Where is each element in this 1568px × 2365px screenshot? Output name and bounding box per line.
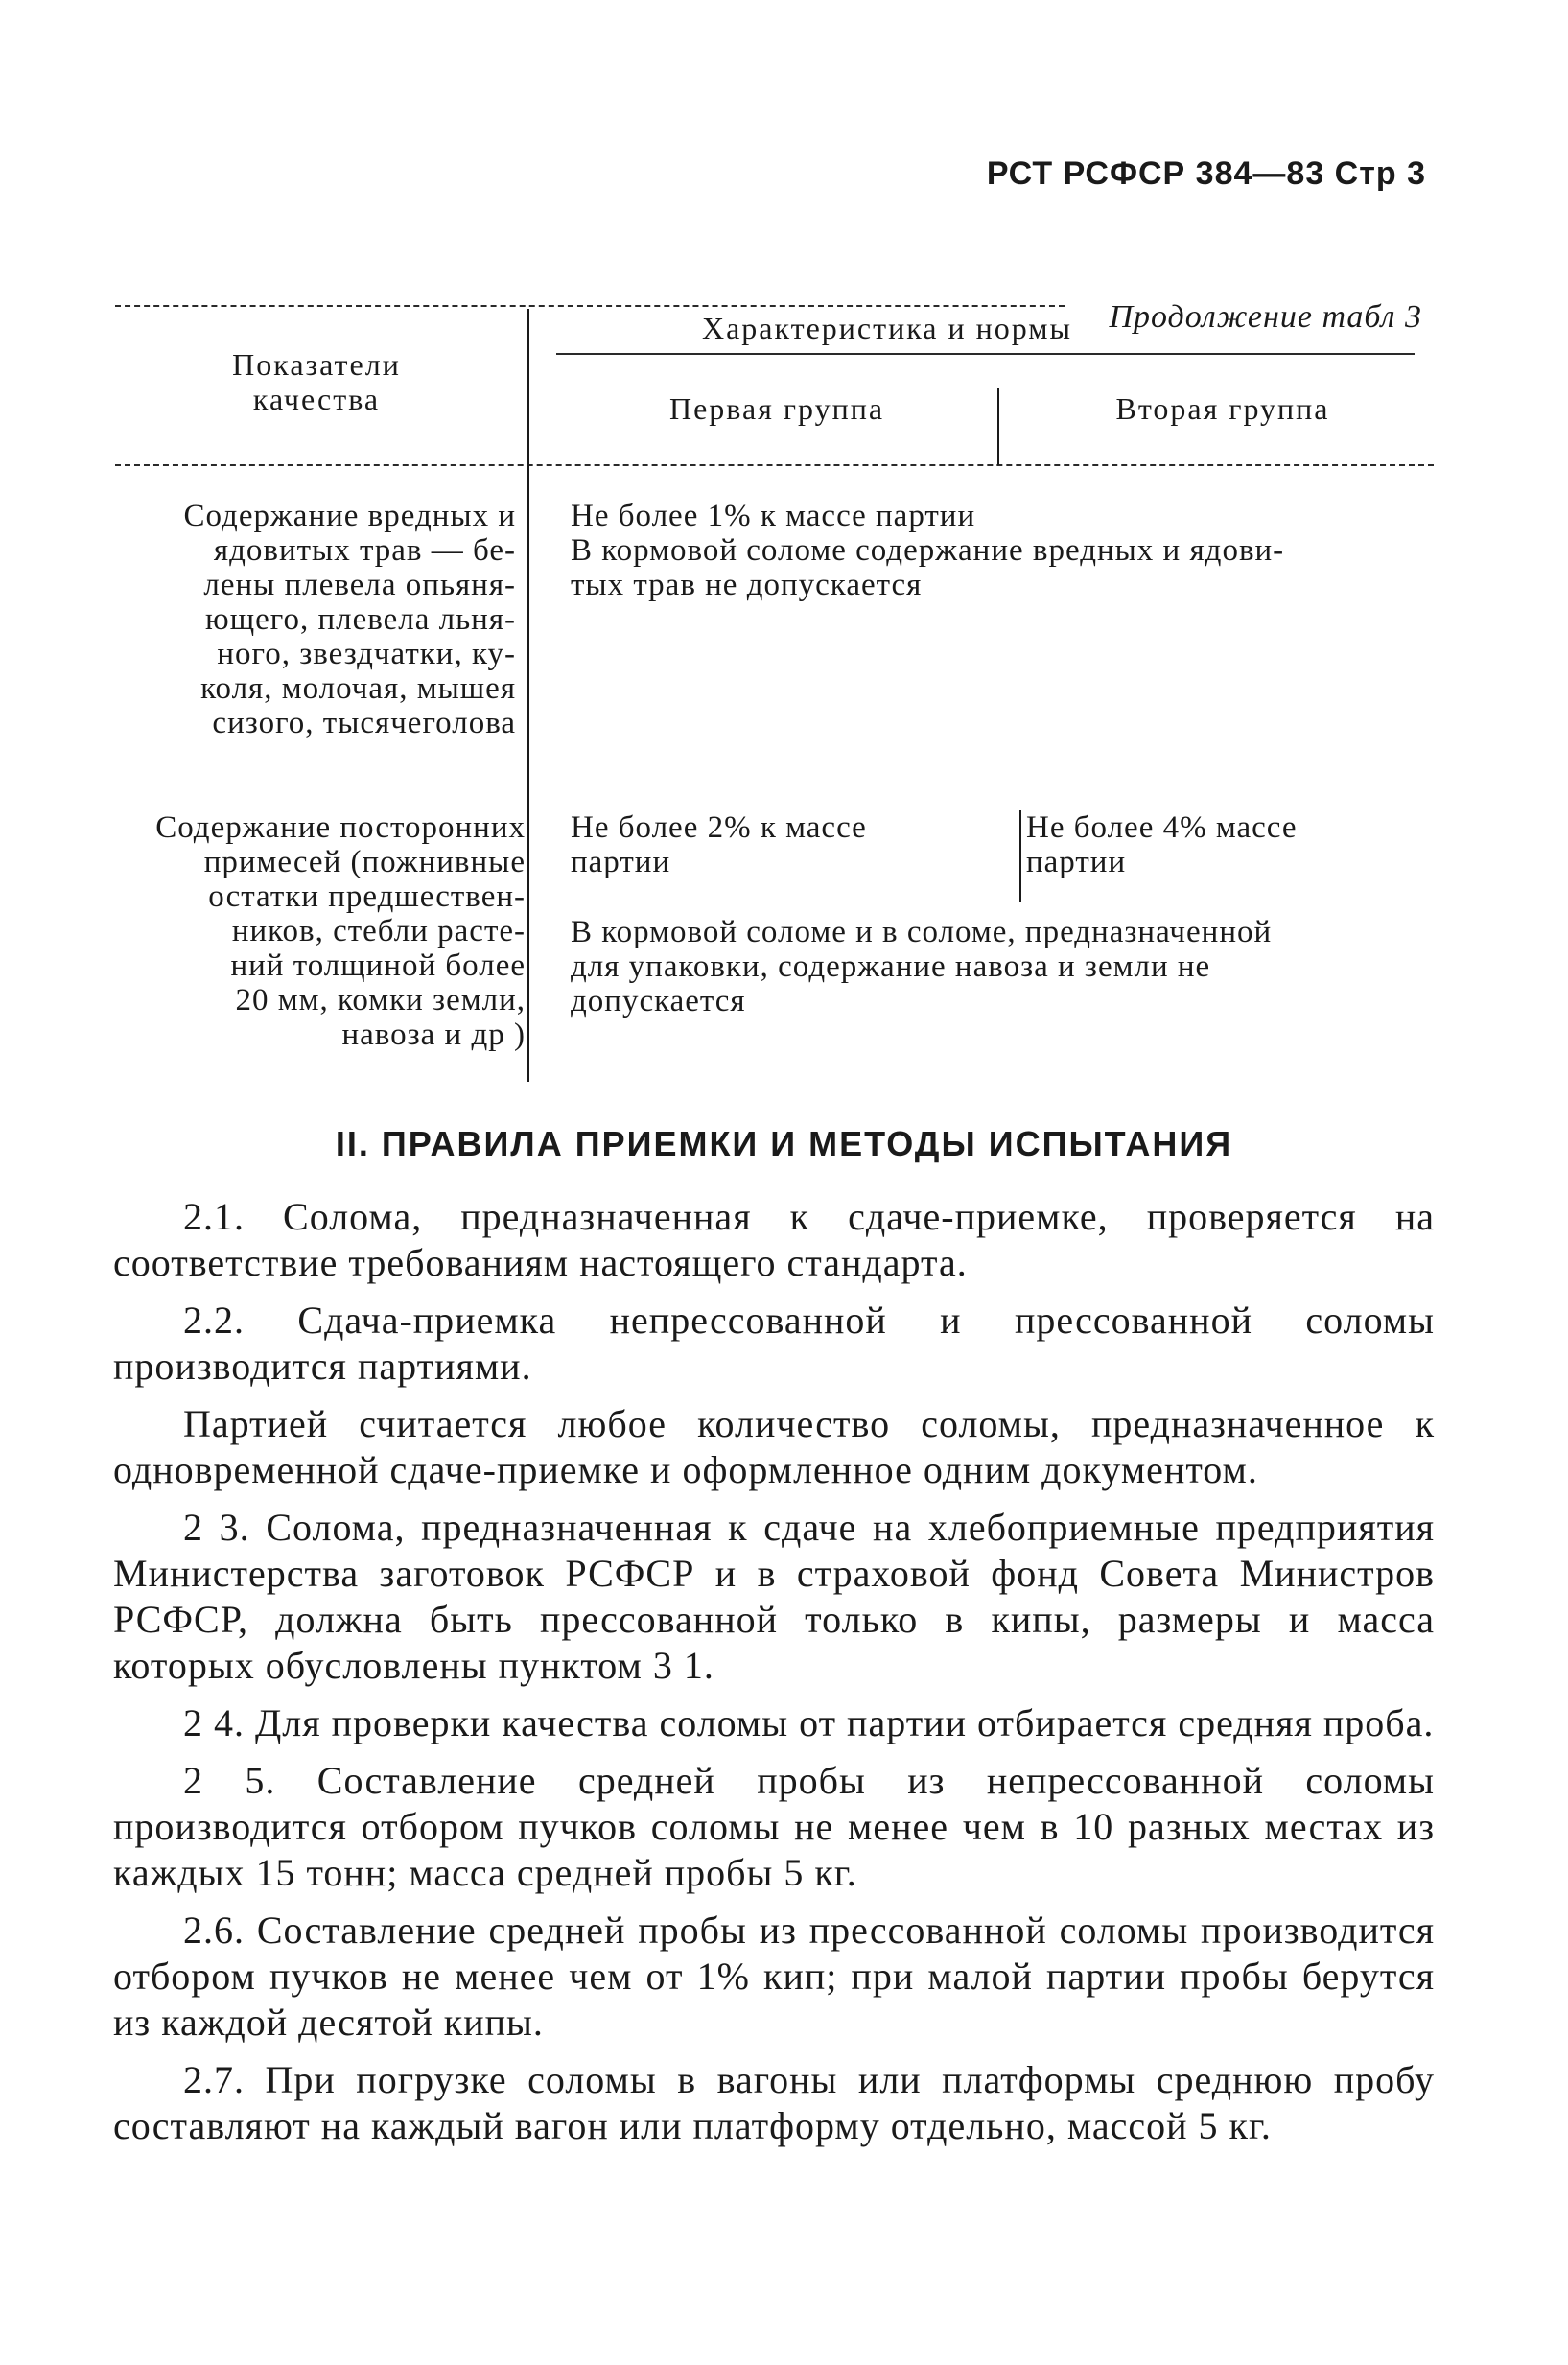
group-row-divider [1019, 810, 1021, 902]
paragraph-2-6: 2.6. Составление средней пробы из прессованной соломы производится отбором пучков не менее чем от 1% кип; при малой партии пробы берутся из каждой десятой кипы. [113, 1908, 1435, 2044]
section-body [113, 1194, 1435, 2161]
table-continuation-label: Продолжение табл 3 [1109, 299, 1422, 335]
row2-norm-common: В кормовой соломе и в соломе, предназначенной для упаковки, содержание навоза и земли не допускается [571, 915, 1273, 1019]
table-column-divider [527, 309, 529, 1082]
group-header-divider [997, 388, 999, 465]
section-title: II. ПРАВИЛА ПРИЕМКИ И МЕТОДЫ ИСПЫТАНИЯ [335, 1124, 1233, 1163]
paragraph-2-2: 2.2. Сдача-приемка непрессованной и прессованной соломы производится партиями. [113, 1299, 1435, 1388]
table-top-rule [115, 305, 1065, 307]
paragraph-2-1: 2.1. Солома, предназначенная к сдаче-приемке, проверяется на соответствие требованиям настоящего стандарта. [113, 1195, 1435, 1284]
paragraph-2-4: 2 4. Для проверки качества соломы от партии отбирается средняя проба. [183, 1701, 1435, 1744]
row2-norm-group2: Не более 4% массе партии [1026, 810, 1298, 879]
characteristics-rule [556, 353, 1415, 355]
col-header-indicators: Показатели качества [232, 347, 401, 416]
col-header-group1: Первая группа [668, 391, 885, 426]
paragraph-2-3: 2 3. Солома, предназначенная к сдаче на хлебоприемные предприятия Министерства заготовок РСФСР и в страховой фонд Совета Министров РСФСР, должна быть прессованной только в кипы, размеры и масса которых обусловлены пунктом 3 1. [113, 1506, 1435, 1687]
row1-norm: Не более 1% к массе партии В кормовой соломе содержание вредных и ядови- тых трав не допускается [571, 499, 1285, 602]
paragraph-2-5: 2 5. Составление средней пробы из непрессованной соломы производится отбором пучков соломы не менее чем в 10 разных местах из каждых 15 тонн; масса средней пробы 5 кг. [113, 1759, 1435, 1894]
paragraph-2-7: 2.7. При погрузке соломы в вагоны или платформы среднюю пробу составляют на каждый вагон или платформу отдельно, массой 5 кг. [113, 2058, 1435, 2147]
running-header: РСТ РСФСР 384—83 Стр 3 [986, 155, 1426, 192]
row2-norm-group1: Не более 2% к массе партии [571, 810, 867, 879]
header-bottom-rule [115, 464, 1434, 466]
col-header-characteristics: Характеристика и нормы [701, 311, 1073, 345]
row2-indicator: Содержание посторонних примесей (пожнивные остатки предшествен- ников, стебли расте- ний толщиной более 20 мм, комки земли, навоза и др ) [155, 810, 526, 1052]
col-header-group2: Вторая группа [1115, 391, 1330, 426]
paragraph-batch-definition: Партией считается любое количество соломы, предназначенное к одновременной сдаче-приемке и оформленное одним документом. [113, 1402, 1435, 1491]
row1-indicator: Содержание вредных и ядовитых трав — бе- лены плевела опьяня- ющего, плевела льня- ного, звездчатки, ку- коля, молочая, мышея сизого, тысячеголова [183, 499, 516, 740]
